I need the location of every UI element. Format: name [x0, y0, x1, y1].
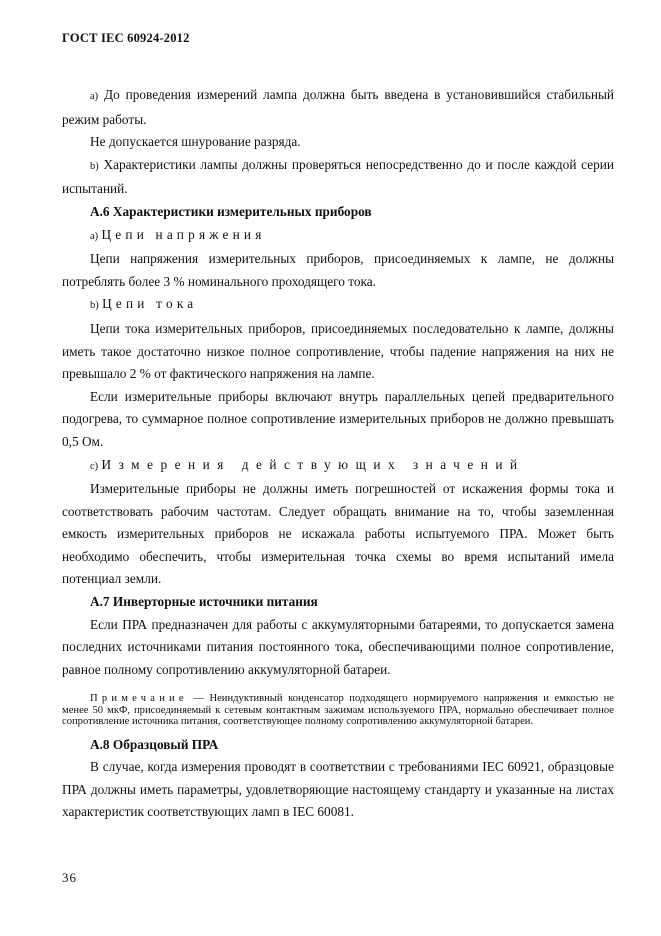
note	[62, 693, 614, 727]
subheading-title: Цепи тока	[102, 296, 198, 312]
paragraph-text: Не допускается шнурование разряда.	[90, 134, 301, 150]
note-label: Примечание	[90, 693, 188, 705]
list-marker: c)	[90, 460, 99, 472]
paragraph-item-a	[62, 84, 614, 131]
paragraph-text: В случае, когда измерения проводят в соответствии с требованиями IEC 60921, образцовые ПРА должны иметь параметры, удовлетворяющие настоящему стандарту и указанные на листах характеристик соответствующих ламп в IEC 60081.	[62, 759, 614, 820]
paragraph-text: Измерительные приборы не должны иметь погрешностей от искажения формы тока и соответствовать рабочим частотам. Следует обращать внимание на то, чтобы заземленная емкость измерительных приборов не искажала работы испытуемого ПРА. Может быть необходимо обеспечить, чтобы измерительная точка схемы во время испытаний имела потенциал земли.	[62, 481, 614, 587]
paragraph-text: Цепи тока измерительных приборов, присоединяемых последовательно к лампе, должны иметь такое достаточно низкое полное сопротивление, чтобы падение напряжения на них не превышало 2 % от фактического напряжения на лампе.	[62, 320, 614, 382]
list-marker: b)	[90, 300, 99, 312]
document-body	[62, 84, 614, 824]
paragraph-text: Если измерительные приборы включают внутрь параллельных цепей предварительного подогрева, то суммарное полное сопротивление измерительных приборов не должно превышать 0,5 Ом.	[62, 388, 614, 449]
subheading-title: Измерения действующих значений	[101, 456, 525, 472]
subheading-voltage	[62, 224, 614, 249]
subheading-current	[62, 293, 614, 318]
page-number: 36	[62, 870, 77, 885]
section-heading-a6: А.6 Характеристики измерительных приборов	[90, 203, 372, 219]
paragraph-text: Если ПРА предназначен для работы с аккумуляторными батареями, то допускается замена последних источниками питания постоянного тока, обеспечивающими полное сопротивление, равное полному сопротивлению аккумуляторной батареи.	[62, 616, 614, 677]
list-marker: b)	[90, 160, 99, 172]
section-heading-a8: А.8 Образцовый ПРА	[90, 736, 219, 752]
subheading-rms	[62, 454, 614, 479]
paragraph-text: Цепи напряжения измерительных приборов, присоединяемых к лампе, не должны потреблять более 3 % номинального проходящего тока.	[62, 251, 614, 289]
subheading-title: Цепи напряжения	[101, 226, 266, 242]
section-heading-a7: А.7 Инверторные источники питания	[90, 594, 318, 610]
list-marker: a)	[90, 230, 99, 242]
paragraph-text: Характеристики лампы должны проверяться непосредственно до и после каждой серии испытаний.	[62, 156, 615, 197]
page-header: ГОСТ IEC 60924-2012	[62, 31, 190, 45]
paragraph-item-b	[62, 154, 614, 201]
list-marker: a)	[90, 91, 99, 102]
note-text: — Неиндуктивный конденсатор подходящего нормируемого напряжения и емкостью не менее 50 мкФ, присоединяемый к сетевым контактным зажимам используемого ПРА, нормально обеспечивает полное сопротивление источника питания, соответствующее полному сопротивлению аккумуляторной батареи.	[62, 693, 614, 728]
paragraph-text: До проведения измерений лампа должна быть введена в установившийся стабильный режим работы.	[62, 87, 614, 127]
